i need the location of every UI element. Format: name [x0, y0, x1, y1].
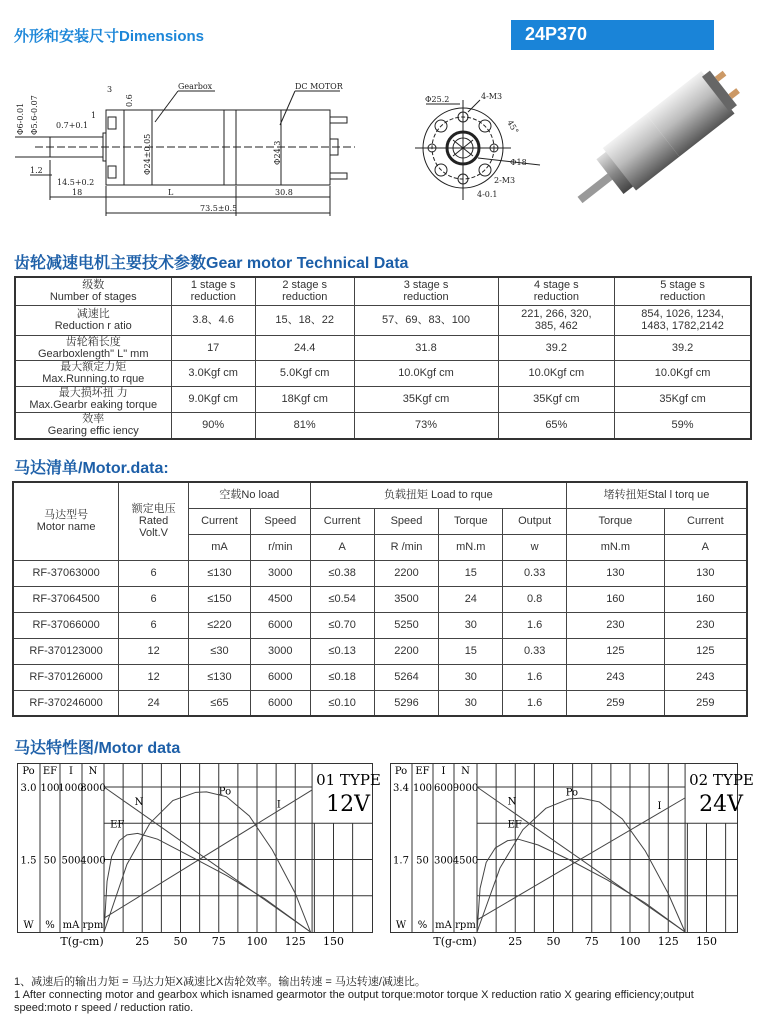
tech-cell [171, 277, 255, 305]
tech-cell [255, 386, 354, 412]
motor-cell: ≤0.70 [310, 612, 374, 638]
motor-cell: 0.33 [503, 560, 567, 586]
x-tick-label: 75 [584, 935, 599, 948]
row-label [15, 360, 171, 386]
motor-cell: 2200 [374, 560, 439, 586]
motor-cell: 0.33 [503, 638, 567, 664]
axis-unit: W [23, 920, 34, 931]
axis-max: 600 [433, 783, 454, 794]
type-label: 02 TYPE [689, 771, 754, 789]
series-label: N [507, 796, 517, 808]
cell-line: 10.0Kgf cm [398, 367, 454, 379]
axis-unit: rpm [82, 920, 104, 931]
series-label: I [657, 800, 662, 812]
tech-cell [498, 412, 615, 439]
dim-1: 1 [91, 111, 97, 120]
cell-line: 24.4 [293, 341, 316, 354]
motor-row [13, 664, 747, 690]
unit-cell: mA [189, 534, 251, 560]
motor-cell: 130 [567, 560, 665, 586]
axis-mid: 4500 [452, 855, 479, 867]
cell-line: 385, 462 [534, 320, 578, 332]
x-tick-label: 50 [173, 935, 188, 948]
motor-cell: 2200 [374, 638, 439, 664]
dim-phi5-6: Φ5.6-0.07 [30, 95, 39, 135]
row-label-en: Max.Running.to rque [42, 373, 145, 385]
row-label-cn: 最大损坏扭 力 [58, 387, 128, 399]
type-label: 01 TYPE [316, 771, 381, 789]
cell-line: reduction [659, 291, 706, 304]
motor-cell: 243 [664, 664, 747, 690]
tech-data-table [14, 276, 752, 440]
tech-cell [498, 335, 615, 360]
tech-cell [255, 277, 354, 305]
x-tick-label: 75 [211, 935, 226, 948]
rated-volt-en2: Volt.V [139, 527, 168, 540]
motor-row [13, 586, 747, 612]
motor-cell: ≤150 [189, 586, 251, 612]
tech-cell [255, 360, 354, 386]
cell-line: reduction [403, 291, 449, 304]
axis-max: 100 [412, 783, 433, 794]
axis-name: Po [394, 766, 408, 777]
motor-cell: RF-37063000 [13, 560, 119, 586]
subhead-output: Output [503, 508, 567, 534]
x-tick-label: 50 [546, 935, 561, 948]
dim-4-m3: 4-M3 [481, 92, 503, 101]
tech-cell [354, 277, 498, 305]
motor-cell: 30 [439, 664, 503, 690]
motor-cell: 5296 [374, 690, 439, 716]
motor-cell: RF-37066000 [13, 612, 119, 638]
motor-cell: 5250 [374, 612, 439, 638]
motor-cell: RF-370246000 [13, 690, 119, 716]
axis-name: I [441, 766, 446, 777]
motor-cell: 30 [439, 612, 503, 638]
dim-14-5: 14.5+0.2 [57, 178, 95, 187]
row-label [15, 277, 171, 305]
tech-cell [498, 305, 615, 335]
series-po [477, 798, 685, 932]
motor-cell: RF-37064500 [13, 586, 119, 612]
cell-line: 39.2 [671, 341, 694, 354]
cell-line: 90% [202, 419, 225, 432]
dim-phi24-3: Φ24.3 [273, 140, 282, 165]
axis-mid: 300 [433, 855, 454, 867]
x-tick-label: 125 [657, 935, 679, 948]
motor-cell: 4500 [250, 586, 310, 612]
dim-4-0-1: 4-0.1 [477, 190, 498, 199]
rated-volt-cn: 额定电压 [131, 503, 176, 516]
row-label [15, 335, 171, 360]
motor-cell: ≤130 [189, 560, 251, 586]
tech-cell [255, 412, 354, 439]
unit-cell: mN.m [567, 534, 665, 560]
motor-cell: RF-370123000 [13, 638, 119, 664]
cell-line: 35Kgf cm [402, 393, 450, 405]
tech-cell [171, 360, 255, 386]
cell-line: 3.8、4.6 [192, 314, 234, 326]
axis-max: 9000 [452, 783, 479, 794]
x-tick-label: 125 [284, 935, 306, 948]
axis-name: EF [415, 766, 430, 777]
dim-2-m3: 2-M3 [494, 176, 516, 185]
cell-line: 5.0Kgf cm [279, 367, 330, 379]
cell-line: 10.0Kgf cm [654, 367, 711, 379]
series-label: EF [110, 819, 125, 831]
cell-line: 5 stage s [660, 279, 705, 292]
tech-row [15, 412, 751, 439]
unit-cell: A [310, 534, 374, 560]
motor-cell: ≤0.18 [310, 664, 374, 690]
cell-line: 221, 266, 320, [521, 308, 592, 320]
cell-line: 17 [207, 341, 220, 354]
dim-18: 18 [72, 188, 83, 197]
subhead-torque: Torque [439, 508, 503, 534]
motor-cell: 1.6 [503, 690, 567, 716]
motor-cell: ≤0.13 [310, 638, 374, 664]
motor-row [13, 638, 747, 664]
tech-cell [354, 386, 498, 412]
motor-cell: 259 [567, 690, 665, 716]
dim-total-length: 73.5±0.5 [200, 204, 238, 213]
axis-max: 1000 [58, 783, 84, 794]
motor-cell: 15 [439, 638, 503, 664]
dim-phi25-2: Φ25.2 [425, 95, 450, 104]
dim-phi6: Φ6-0.01 [16, 102, 25, 135]
motor-cell: 160 [567, 586, 665, 612]
series-po [104, 792, 311, 932]
chart-12v [17, 763, 381, 953]
row-label-en: Gearing effic iency [47, 425, 139, 438]
motor-cell: 230 [664, 612, 747, 638]
axis-name: EF [42, 766, 58, 777]
row-label [15, 305, 171, 335]
axis-unit: % [45, 920, 55, 931]
motor-cell: ≤30 [189, 638, 251, 664]
tech-cell [615, 386, 751, 412]
x-tick-label: 100 [246, 935, 268, 948]
cell-line: 57、69、83、100 [381, 314, 471, 326]
unit-cell: A [664, 534, 747, 560]
x-tick-label: 150 [323, 935, 344, 948]
motor-cell: 3000 [250, 560, 310, 586]
axis-max: 3.4 [393, 783, 409, 794]
motor-cell: 6000 [250, 690, 310, 716]
dim-phi24: Φ24±0.05 [143, 133, 152, 175]
motor-cell: 24 [439, 586, 503, 612]
dim-30-8: 30.8 [275, 188, 293, 197]
motor-cell: 12 [119, 638, 189, 664]
cell-line: reduction [282, 291, 328, 304]
tech-cell [498, 360, 615, 386]
motor-cell: 24 [119, 690, 189, 716]
tech-cell [615, 277, 751, 305]
dim-3: 3 [107, 85, 113, 94]
cell-line: 9.0Kgf cm [188, 393, 238, 405]
x-tick-label: 150 [696, 935, 717, 948]
motor-cell: ≤65 [189, 690, 251, 716]
cell-line: 2 stage s [282, 279, 328, 292]
axis-max: 100 [40, 783, 60, 794]
tech-row [15, 360, 751, 386]
motor-cell: 6 [119, 586, 189, 612]
tech-row [15, 386, 751, 412]
motor-cell: 3500 [374, 586, 439, 612]
motor-cell: 6000 [250, 664, 310, 690]
cell-line: 1483, 1782,2142 [641, 320, 724, 332]
motor-cell: ≤0.38 [310, 560, 374, 586]
motor-cell: 259 [664, 690, 747, 716]
unit-cell: R /min [374, 534, 439, 560]
side-view-drawing [0, 60, 380, 230]
voltage-label: 12V [326, 792, 370, 817]
model-banner: 24P370 [511, 20, 714, 50]
tech-cell [171, 412, 255, 439]
row-label-cn: 减速比 [76, 308, 110, 320]
x-tick-label: 100 [619, 935, 641, 948]
motor-row [13, 560, 747, 586]
subhead-torque: Torque [567, 508, 665, 534]
note-cn: 1、减速后的输出力矩 = 马达力矩X减速比X齿轮效率。输出转速 = 马达转速/减速比。 [14, 976, 426, 988]
front-view-drawing [400, 80, 540, 210]
row-label-cn: 齿轮箱长度 [65, 335, 121, 348]
dim-1-2: 1.2 [30, 166, 43, 175]
row-label-en: Reduction r atio [54, 320, 132, 332]
subhead-speed: Speed [250, 508, 310, 534]
axis-unit: mA [62, 920, 80, 931]
tech-cell [354, 360, 498, 386]
tech-cell [354, 305, 498, 335]
subhead-current: Current [664, 508, 747, 534]
cell-line: 73% [415, 419, 438, 432]
dim-phi18: Φ18 [510, 158, 527, 167]
dim-L: L [168, 188, 174, 197]
cell-line: 35Kgf cm [659, 393, 706, 405]
axis-unit: % [417, 920, 428, 931]
cell-line: 15、18、22 [275, 314, 335, 326]
tech-cell [354, 335, 498, 360]
tech-cell [615, 305, 751, 335]
cell-line: 81% [293, 419, 316, 432]
cell-line: 4 stage s [534, 279, 579, 292]
group-stall-torque: 堵转扭矩Stal l torq ue [567, 482, 747, 508]
tech-cell [498, 386, 615, 412]
axis-mid: 500 [61, 855, 81, 867]
axis-name: I [69, 766, 73, 777]
tech-cell [498, 277, 615, 305]
unit-cell: r/min [250, 534, 310, 560]
axis-mid: 50 [416, 855, 429, 867]
motor-name-header [13, 482, 119, 560]
cell-line: 10.0Kgf cm [528, 367, 585, 379]
series-label: Po [218, 786, 232, 798]
motor-cell: 6 [119, 560, 189, 586]
cell-line: 3.0Kgf cm [188, 367, 238, 379]
motor-chart-title: 马达特性图/Motor data [14, 740, 181, 757]
dim-0-7: 0.7+0.1 [56, 121, 89, 130]
series-i [477, 798, 685, 920]
tech-cell [615, 360, 751, 386]
tech-cell [255, 305, 354, 335]
motor-photo [550, 70, 745, 230]
series-label: I [276, 799, 281, 811]
axis-mid: 1.7 [393, 855, 409, 867]
dc-motor-label: DC MOTOR [295, 82, 343, 91]
cell-line: 31.8 [415, 341, 437, 354]
motor-cell: 125 [664, 638, 747, 664]
axis-max: 3.0 [20, 783, 37, 794]
motor-cell: 30 [439, 690, 503, 716]
cell-line: 39.2 [545, 341, 568, 354]
motor-name-cn: 马达型号 [44, 509, 89, 522]
cell-line: reduction [190, 291, 236, 304]
x-tick-label: 25 [135, 935, 150, 948]
subhead-current: Current [310, 508, 374, 534]
axis-unit: mA [435, 920, 452, 931]
tech-cell [255, 335, 354, 360]
note-en: 1 After connecting motor and gearbox which isnamed gearmotor the output torque:motor torque X reduction ratio X gearing efficiency;output speed:moto r speed / reduction ratio. [14, 989, 694, 1014]
motor-cell: ≤0.54 [310, 586, 374, 612]
motor-cell: 6 [119, 612, 189, 638]
dim-0-6: 0.6 [125, 94, 134, 107]
chart-24v [390, 763, 754, 953]
axis-mid: 4000 [80, 855, 106, 867]
row-label-en: Number of stages [49, 291, 137, 304]
motor-cell: 1.6 [503, 612, 567, 638]
tech-data-title: 齿轮减速电机主要技术参数Gear motor Technical Data [14, 255, 409, 272]
tech-row [15, 305, 751, 335]
series-label: EF [507, 819, 522, 831]
cell-line: 3 stage s [403, 279, 449, 292]
series-label: Po [565, 787, 579, 799]
motor-cell: 160 [664, 586, 747, 612]
voltage-label: 24V [699, 792, 743, 817]
row-label-cn: 效率 [82, 413, 105, 426]
motor-cell: 125 [567, 638, 665, 664]
cell-line: 65% [545, 419, 568, 432]
tech-row [15, 335, 751, 360]
group-no-load: 空载No load [189, 482, 311, 508]
row-label-en: Max.Gearbr eaking torque [29, 399, 158, 411]
motor-data-table [12, 481, 748, 717]
tech-cell [171, 305, 255, 335]
motor-cell: 130 [664, 560, 747, 586]
motor-row [13, 690, 747, 716]
tech-row [15, 277, 751, 305]
motor-cell: 6000 [250, 612, 310, 638]
tech-cell [615, 412, 751, 439]
motor-cell: 1.6 [503, 664, 567, 690]
axis-unit: W [395, 920, 407, 931]
series-ef [477, 839, 685, 932]
unit-cell: mN.m [439, 534, 503, 560]
motor-cell: 0.8 [503, 586, 567, 612]
motor-cell: 5264 [374, 664, 439, 690]
cell-line: 854, 1026, 1234, [641, 308, 724, 320]
row-label-cn: 最大额定力矩 [60, 361, 127, 373]
tech-cell [354, 412, 498, 439]
motor-cell: ≤0.10 [310, 690, 374, 716]
dimensions-title: 外形和安装尺寸Dimensions [14, 28, 205, 45]
axis-name: N [88, 766, 98, 777]
subhead-current: Current [189, 508, 251, 534]
motor-cell: 230 [567, 612, 665, 638]
cell-line: 1 stage s [190, 279, 236, 292]
motor-data-title: 马达清单/Motor.data: [14, 460, 169, 477]
x-axis-label: T(g-cm) [60, 935, 104, 948]
axis-max: 8000 [80, 783, 106, 794]
motor-cell: ≤220 [189, 612, 251, 638]
axis-unit: rpm [455, 920, 476, 931]
motor-cell: RF-370126000 [13, 664, 119, 690]
cell-line: 18Kgf cm [281, 393, 328, 405]
motor-cell: 3000 [250, 638, 310, 664]
x-tick-label: 25 [508, 935, 523, 948]
row-label-en: Gearboxlength" L" mm [37, 347, 149, 360]
axis-mid: 50 [43, 855, 57, 867]
axis-name: Po [22, 766, 35, 777]
rated-volt-en1: Rated [138, 515, 169, 528]
row-label [15, 412, 171, 439]
subhead-speed: Speed [374, 508, 439, 534]
dim-45-deg: 45° [505, 118, 521, 136]
motor-cell: ≤130 [189, 664, 251, 690]
cell-line: reduction [533, 291, 579, 304]
tech-cell [615, 335, 751, 360]
rated-volt-header [119, 482, 189, 560]
motor-name-en: Motor name [36, 521, 96, 534]
row-label-cn: 级数 [82, 279, 105, 292]
tech-cell [171, 335, 255, 360]
motor-cell: 15 [439, 560, 503, 586]
cell-line: 35Kgf cm [533, 393, 580, 405]
gearbox-label: Gearbox [178, 82, 213, 91]
motor-cell: 12 [119, 664, 189, 690]
series-ef [104, 833, 311, 932]
unit-cell: w [503, 534, 567, 560]
group-load-torque: 负载扭矩 Load to rque [310, 482, 566, 508]
tech-cell [171, 386, 255, 412]
axis-mid: 1.5 [20, 855, 37, 867]
motor-row [13, 612, 747, 638]
axis-name: N [461, 766, 470, 777]
row-label [15, 386, 171, 412]
cell-line: 59% [671, 419, 694, 432]
x-axis-label: T(g-cm) [433, 935, 477, 948]
motor-cell: 243 [567, 664, 665, 690]
series-label: N [134, 797, 144, 809]
